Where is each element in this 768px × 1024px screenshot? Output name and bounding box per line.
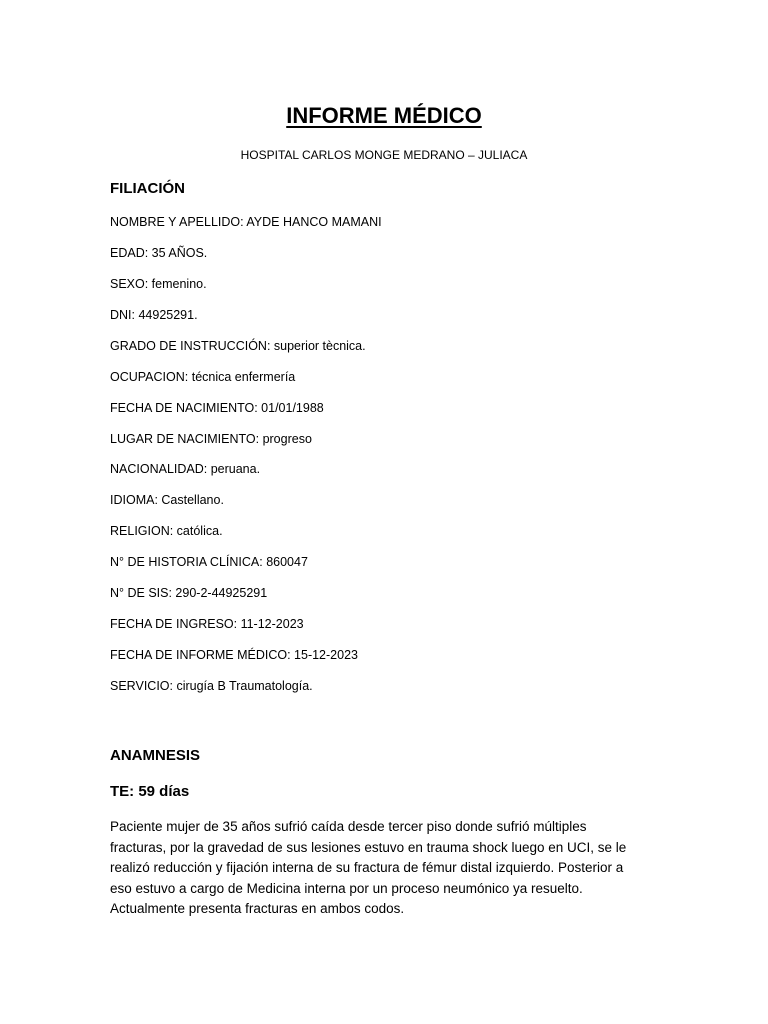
- paragraph-line: fracturas, por la gravedad de sus lesiones estuvo en trauma shock luego en UCI, se le: [110, 839, 627, 855]
- field-dni: DNI: 44925291.: [110, 308, 198, 322]
- field-sexo: SEXO: femenino.: [110, 277, 207, 291]
- paragraph-line: Paciente mujer de 35 años sufrió caída desde tercer piso donde sufrió múltiples: [110, 819, 587, 834]
- paragraph-line: realizó reducción y fijación interna de su fractura de fémur distal izquierdo. Posterior a: [110, 860, 624, 875]
- field-idioma: IDIOMA: Castellano.: [110, 493, 224, 507]
- field-lugar-nacimiento: LUGAR DE NACIMIENTO: progreso: [110, 432, 312, 446]
- field-fecha-informe: FECHA DE INFORME MÉDICO: 15-12-2023: [110, 648, 358, 662]
- hospital-name: HOSPITAL CARLOS MONGE MEDRANO – JULIACA: [240, 148, 528, 162]
- field-edad: EDAD: 35 AÑOS.: [110, 246, 208, 260]
- paragraph-line: eso estuvo a cargo de Medicina interna por un proceso neumónico ya resuelto.: [110, 880, 583, 896]
- section-heading-anamnesis: ANAMNESIS: [110, 747, 201, 764]
- anamnesis-paragraph: [110, 817, 670, 920]
- field-nombre: NOMBRE Y APELLIDO: AYDE HANCO MAMANI: [110, 215, 382, 229]
- field-sis: N° DE SIS: 290-2-44925291: [110, 586, 268, 600]
- field-nacionalidad: NACIONALIDAD: peruana.: [110, 462, 261, 476]
- field-ocupacion: OCUPACION: técnica enfermería: [110, 370, 296, 384]
- field-servicio: SERVICIO: cirugía B Traumatología.: [110, 679, 313, 693]
- field-religion: RELIGION: católica.: [110, 524, 223, 538]
- section-heading-filiacion: FILIACIÓN: [110, 180, 185, 197]
- tiempo-enfermedad: TE: 59 días: [110, 783, 190, 800]
- paragraph-line: Actualmente presenta fracturas en ambos codos.: [110, 901, 405, 916]
- field-fecha-ingreso: FECHA DE INGRESO: 11-12-2023: [110, 617, 304, 631]
- field-grado-instruccion: GRADO DE INSTRUCCIÓN: superior tècnica.: [110, 339, 366, 353]
- field-historia-clinica: N° DE HISTORIA CLÍNICA: 860047: [110, 555, 308, 569]
- document-title: INFORME MÉDICO: [286, 103, 482, 128]
- field-fecha-nacimiento: FECHA DE NACIMIENTO: 01/01/1988: [110, 401, 324, 415]
